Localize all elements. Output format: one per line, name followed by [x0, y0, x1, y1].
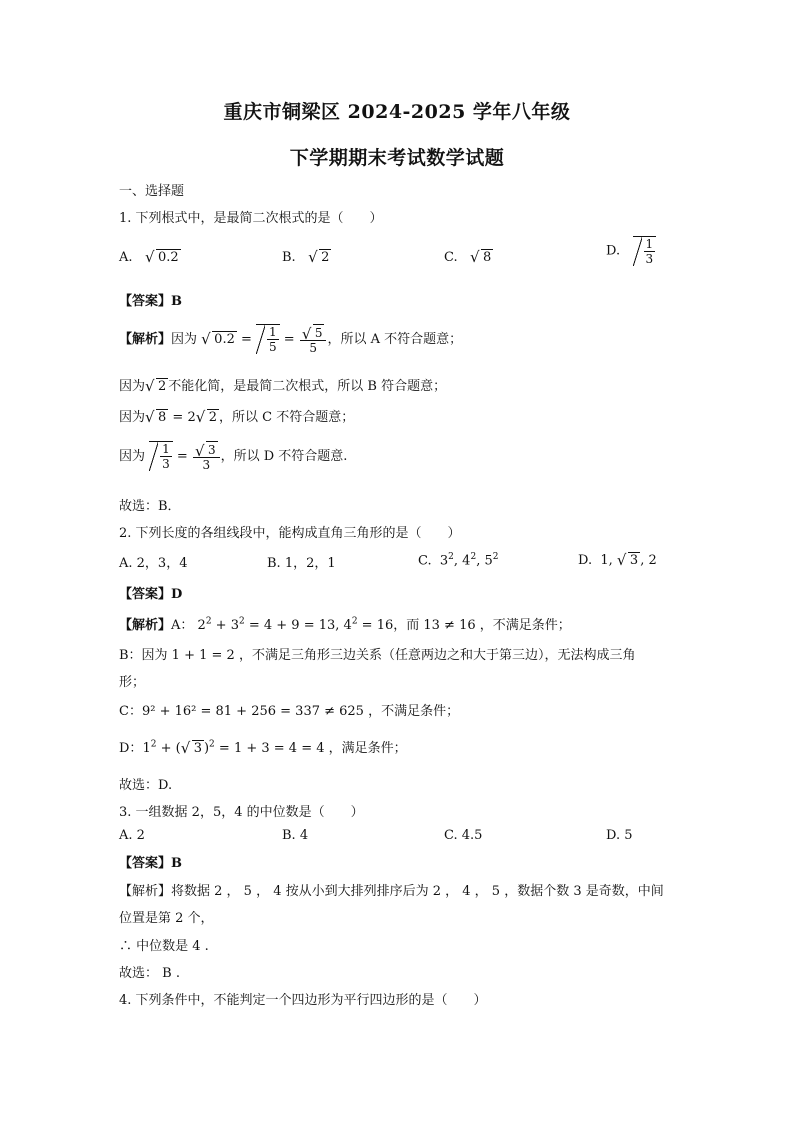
- title-line-1: 重庆市铜梁区 2024-2025 学年八年级: [223, 101, 571, 123]
- q2-analysis-a: 【解析】A： $2^2 + 3^2 = 4 + 9 = 13$, $4^2 = 16$，而 13 ≠ 16 ，不满足条件；: [119, 616, 571, 633]
- q1-analysis-b: 因为√ 2 不能化简，是最简二次根式，所以 B 符合题意；: [119, 375, 446, 394]
- q1-stem: 1. 下列根式中，是最简二次根式的是（ ）: [119, 211, 383, 226]
- q2-analysis-d: D：$1^2$ + (√ 3 )$^2$ = 1 + 3 = 4 = 4 ，满足条件；: [119, 737, 407, 756]
- q2-stem: 2. 下列长度的各组线段中，能构成直角三角形的是（ ）: [119, 526, 461, 541]
- q3-answer: 【答案】B: [119, 856, 182, 871]
- q3-stem: 3. 一组数据 2，5，4 的中位数是（ ）: [119, 805, 364, 820]
- q3-option-d: D. 5: [606, 828, 633, 843]
- q1-option-a: A. √ 0.2: [119, 249, 181, 265]
- q1-analysis-a: 【解析】因为 √ 0.2 = $\frac{1}{5}$ = √ $\frac{5}{5}$ ，所以 A 不符合题意；: [119, 324, 462, 355]
- q1-analysis-d: 因为 $\frac{1}{3}$ = √ $\frac{3}{3}$ ，所以 D 不符合题意.: [119, 441, 347, 472]
- q1-conclusion: 故选：B．: [119, 499, 181, 514]
- q2-analysis-c: C：9² + 16² = 81 + 256 = 337 ≠ 625 ，不满足条件；: [119, 704, 460, 719]
- q2-analysis-b-2: 形；: [119, 675, 146, 690]
- q2-answer: 【答案】D: [119, 587, 183, 602]
- q1-analysis-c: 因为√ 8 = 2√ 2 ，所以 C 不符合题意；: [119, 406, 354, 425]
- q3-analysis-1: 【解析】将数据 2 ， 5 ， 4 按从小到大排列排序后为 2 ， 4 ， 5 ，数据个数 3 是奇数，中间: [119, 884, 664, 899]
- q3-option-a: A. 2: [119, 828, 145, 843]
- q3-option-c: C. 4.5: [444, 828, 483, 843]
- q3-analysis-3: ∴ 中位数是 4 .: [119, 939, 209, 954]
- q1-answer: 【答案】B: [119, 294, 182, 309]
- q4-stem: 4. 下列条件中，不能判定一个四边形为平行四边形的是（ ）: [119, 993, 487, 1008]
- q2-option-b: B. 1，2，1: [267, 556, 336, 571]
- q2-option-d: D. 1, √ 3 , 2: [578, 552, 657, 568]
- q2-option-c: C. $3^2$, $4^2$, $5^2$: [418, 552, 499, 569]
- q2-analysis-b-1: B：因为 1 + 1 = 2 ，不满足三角形三边关系（任意两边之和大于第三边），无法构成三角: [119, 648, 636, 663]
- q1-option-c: C. √ 8: [444, 249, 493, 265]
- q1-option-b: B. √ 2: [282, 249, 331, 265]
- q2-option-a: A. 2，3，4: [119, 556, 188, 571]
- section-heading: 一、选择题: [119, 184, 185, 199]
- title-line-2: 下学期期末考试数学试题: [289, 147, 505, 169]
- q3-analysis-2: 位置是第 2 个，: [119, 911, 214, 926]
- q3-option-b: B. 4: [282, 828, 309, 843]
- q2-conclusion: 故选：D.: [119, 778, 173, 793]
- q1-option-d: D. $\frac{1}{3}$: [606, 236, 656, 266]
- q3-conclusion: 故选： B .: [119, 966, 180, 981]
